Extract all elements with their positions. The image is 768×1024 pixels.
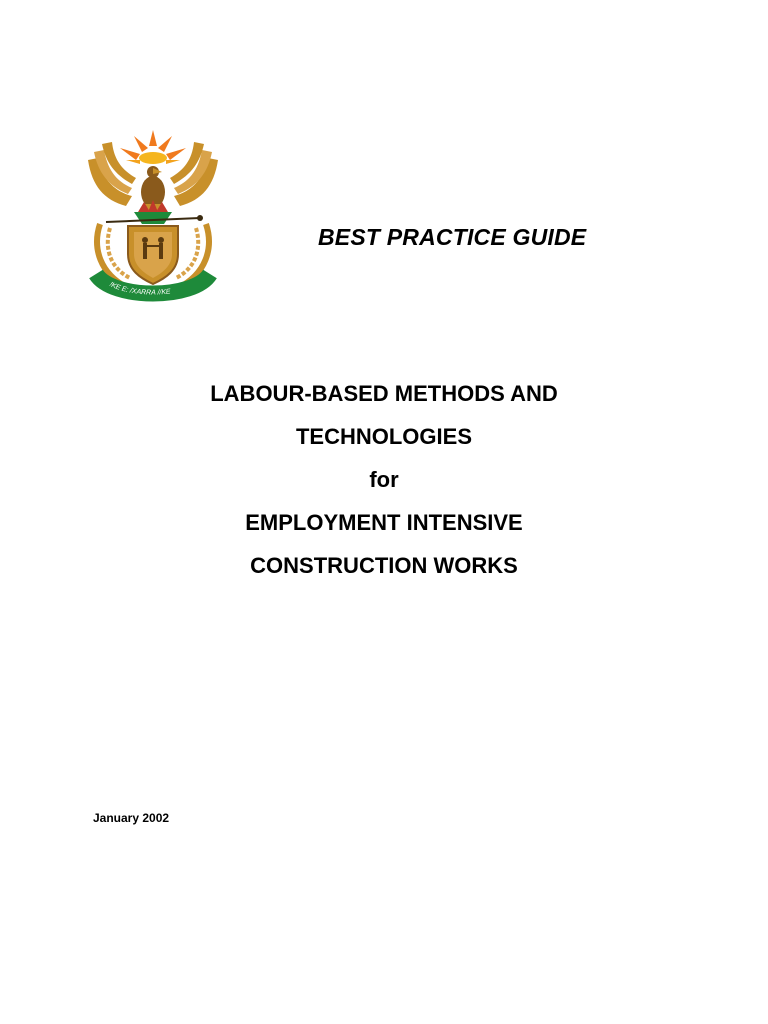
coat-of-arms-emblem <box>82 128 224 302</box>
title-line: CONSTRUCTION WORKS <box>250 553 518 578</box>
document-title <box>0 372 768 587</box>
shield-icon <box>128 226 178 284</box>
title-line: for <box>369 467 399 492</box>
publication-date: January 2002 <box>93 811 170 825</box>
document-subtitle: BEST PRACTICE GUIDE <box>318 224 587 250</box>
rising-sun-icon <box>120 130 186 164</box>
coat-of-arms-icon <box>82 128 224 302</box>
motto-text: !KE E: /XARRA //KE <box>108 281 171 297</box>
title-line: TECHNOLOGIES <box>295 424 472 449</box>
title-line: LABOUR-BASED METHODS AND <box>210 381 558 406</box>
title-line: EMPLOYMENT INTENSIVE <box>245 510 523 535</box>
